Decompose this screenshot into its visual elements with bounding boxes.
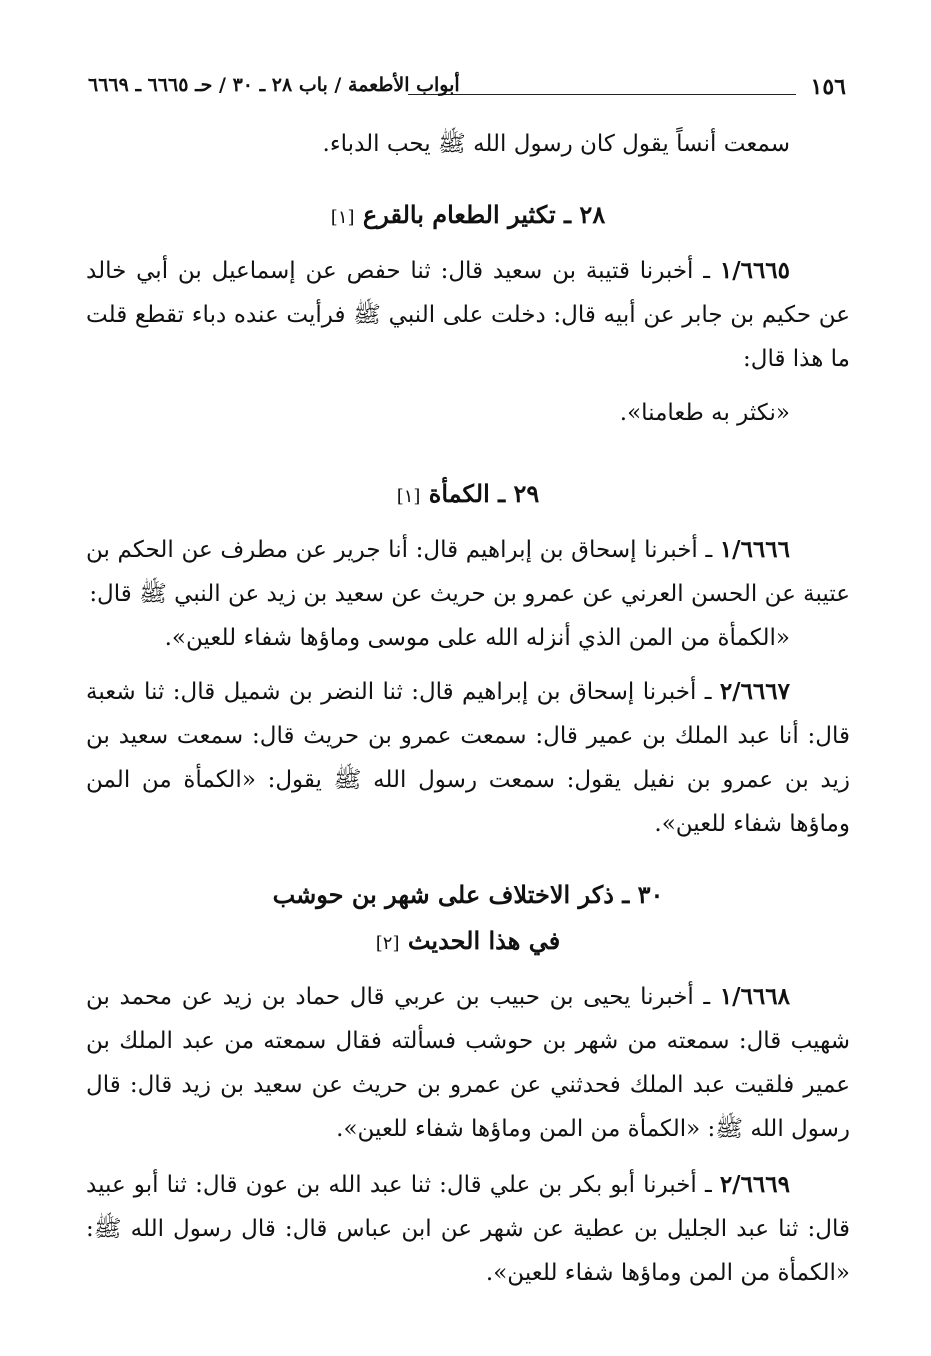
hadith-text: ـ أخبرنا إسحاق بن إبراهيم قال: ثنا النضر بن شميل قال: ثنا شعبة قال: أنا عبد الملك بن عمير قال: سمعت عمرو بن حريث قال: سمعت سعيد بن زيد بن عمرو بن نفيل يقول: سمعت رسول الله ﷺ يقول: «الكمأة من المن وماؤها شفاء للعين». xyxy=(86,679,850,837)
section-heading-line2 xyxy=(86,918,850,967)
section-heading xyxy=(86,872,850,918)
section-title: ٢٩ ـ الكمأة xyxy=(428,479,540,508)
hadith-text: ـ أخبرنا يحيى بن حبيب بن عربي قال حماد بن زيد عن محمد بن شهيب قال: سمعته من شهر بن حوشب فسألته فقال سمعته من عبد الملك بن عمير فلقيت عبد الملك فحدثني عن عمرو بن حريث عن سعيد بن زيد قال: قال رسول الله ﷺ: «الكمأة من المن وماؤها شفاء للعين». xyxy=(86,984,850,1142)
running-title: أبواب الأطعمة / باب ٢٨ ـ ٣٠ / حـ ٦٦٦٥ ـ ٦٦٦٩ xyxy=(88,74,460,96)
hadith-paragraph xyxy=(86,975,850,1151)
page-header xyxy=(88,68,846,108)
opening-line: سمعت أنساً يقول كان رسول الله ﷺ يحب الدباء. xyxy=(322,131,790,157)
hadith-paragraph xyxy=(86,1163,850,1295)
hadith-text: ـ أخبرنا إسحاق بن إبراهيم قال: أنا جرير عن مطرف عن الحكم بن عتيبة عن الحسن العرني عن عمرو بن حريث عن سعيد بن زيد عن النبي ﷺ قال: xyxy=(86,537,850,607)
page-body xyxy=(86,122,850,1295)
hadith-paragraph xyxy=(86,249,850,381)
hadith-paragraph xyxy=(86,670,850,846)
header-rule xyxy=(408,94,796,95)
hadith-text: ـ أخبرنا أبو بكر بن علي قال: ثنا عبد الله بن عون قال: ثنا أبو عبيد قال: ثنا عبد الجليل بن عطية عن شهر عن ابن عباس قال: قال رسول الله ﷺ: «الكمأة من المن وماؤها شفاء للعين». xyxy=(86,1172,850,1286)
section-title: ٢٨ ـ تكثير الطعام بالقرع xyxy=(362,200,606,229)
hadith-quote: «الكمأة من المن الذي أنزله الله على موسى وماؤها شفاء للعين». xyxy=(164,625,790,651)
section-heading xyxy=(86,192,850,241)
page-number: ١٥٦ xyxy=(810,74,846,100)
hadith-number: ١/٦٦٦٦ xyxy=(719,536,790,563)
section-heading xyxy=(86,471,850,520)
hadith-paragraph xyxy=(86,528,850,616)
section-title: ٣٠ ـ ذكر الاختلاف على شهر بن حوشب xyxy=(272,880,664,909)
hadith-text: ـ أخبرنا قتيبة بن سعيد قال: ثنا حفص عن إسماعيل بن أبي خالد عن حكيم بن جابر عن أبيه قال: دخلت على النبي ﷺ فرأيت عنده دباء تقطع قلت ما هذا قال: xyxy=(86,258,850,372)
section-title-line2: في هذا الحديث xyxy=(407,926,561,955)
hadith-number: ٢/٦٦٦٧ xyxy=(719,678,790,705)
hadith-number: ٢/٦٦٦٩ xyxy=(719,1171,790,1198)
footnote-ref: [١] xyxy=(330,207,355,228)
footnote-ref: [٢] xyxy=(375,933,400,954)
hadith-number: ١/٦٦٦٨ xyxy=(719,983,790,1010)
hadith-number: ١/٦٦٦٥ xyxy=(719,257,791,284)
footnote-ref: [١] xyxy=(396,486,421,507)
hadith-quote: «نكثر به طعامنا». xyxy=(619,400,790,426)
